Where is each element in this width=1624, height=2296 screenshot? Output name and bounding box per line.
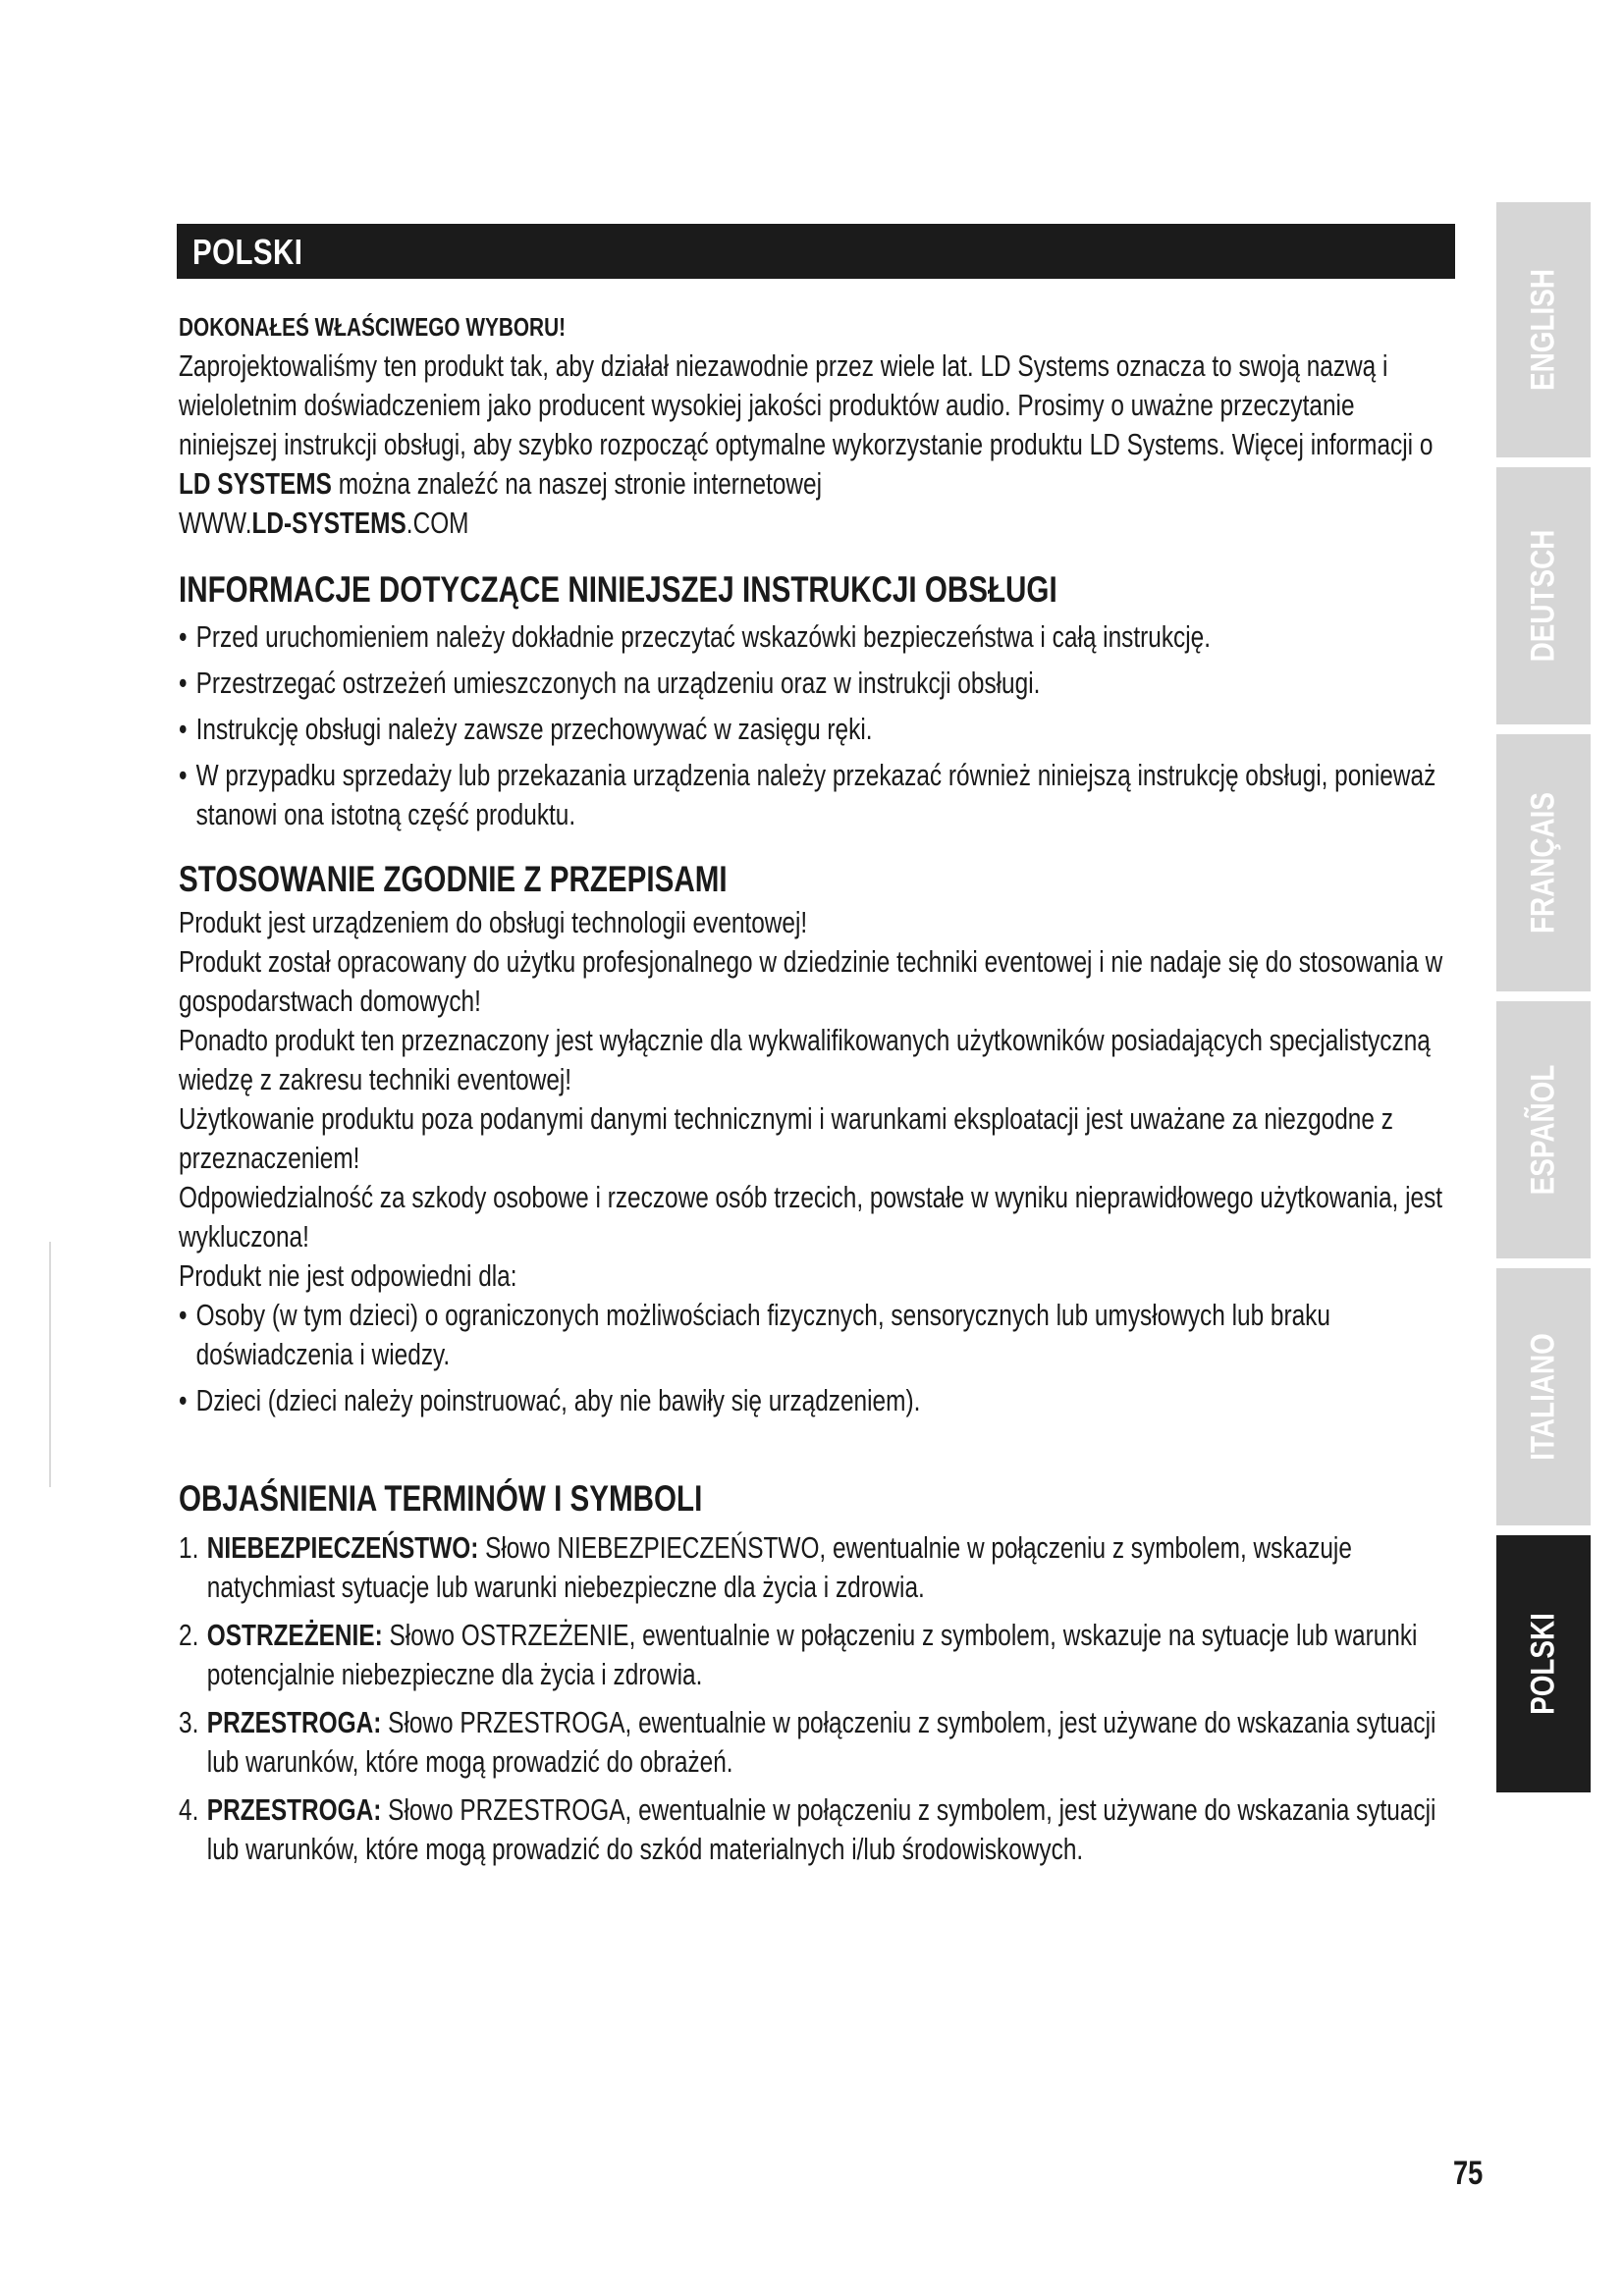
term-label: OSTRZEŻENIE:: [206, 1619, 383, 1652]
tab-deutsch[interactable]: [1496, 467, 1591, 724]
tab-italiano[interactable]: [1496, 1268, 1591, 1525]
info-list: [179, 617, 1455, 834]
list-item: • Osoby (w tym dzieci) o ograniczonych możliwościach fizycznych, sensorycznych lub umysłowych lub braku doświadczenia i wiedzy.: [179, 1296, 1455, 1374]
term-label: NIEBEZPIECZEŃSTWO:: [206, 1531, 479, 1565]
term-text: Słowo OSTRZEŻENIE, ewentualnie w połączeniu z symbolem, wskazuje na sytuacje lub warunki potencjalnie niebezpieczne dla życia i zdrowia.: [206, 1619, 1418, 1691]
list-item: [179, 1703, 1455, 1782]
use-list: [179, 1296, 1455, 1420]
tab-label: ITALIANO: [1524, 1333, 1562, 1461]
term-text: Słowo NIEBEZPIECZEŃSTWO, ewentualnie w połączeniu z symbolem, wskazuje natychmiast sytuacje lub warunki niebezpieczne dla życia i zdrowia.: [206, 1531, 1352, 1604]
list-item: [179, 1528, 1455, 1607]
list-item: [179, 1790, 1455, 1869]
list-item: • Przestrzegać ostrzeżeń umieszczonych na urządzeniu oraz w instrukcji obsługi.: [179, 664, 1455, 703]
intro-brand: LD SYSTEMS: [179, 467, 332, 501]
term-text: Słowo PRZESTROGA, ewentualnie w połączeniu z symbolem, jest używane do wskazania sytuacji lub warunków, które mogą prowadzić do szkód materialnych i/lub środowiskowych.: [206, 1793, 1436, 1866]
terms-list: [179, 1528, 1455, 1869]
use-paragraph: Produkt nie jest odpowiedni dla:: [179, 1259, 517, 1293]
intro-text-1: Zaprojektowaliśmy ten produkt tak, aby działał niezawodnie przez wiele lat. LD Systems oznacza to swoją nazwą i wieloletnim doświadczeniem jako producent wysokiej jakości produktów audio. Prosimy o uważne przeczytanie niniejszej instrukcji obsługi, aby szybko rozpocząć optymalne wykorzystanie produktu LD Systems. Więcej informacji o: [179, 349, 1434, 461]
info-section: [179, 566, 1455, 834]
list-item: • W przypadku sprzedaży lub przekazania urządzenia należy przekazać również niniejszą instrukcję obsługi, ponieważ stanowi ona istotną część produktu.: [179, 756, 1455, 834]
intro-section: [179, 312, 1455, 543]
terms-section: [179, 1475, 1455, 1869]
use-paragraph: Użytkowanie produktu poza podanymi danymi technicznymi i warunkami eksploatacji jest uważane za niezgodne z przeznaczeniem!: [179, 1102, 1393, 1175]
tab-label: ESPAÑOL: [1524, 1064, 1562, 1196]
language-banner: [177, 224, 1455, 279]
language-title: POLSKI: [192, 232, 303, 272]
item-number: 4.: [179, 1793, 199, 1827]
item-number: 2.: [179, 1619, 199, 1652]
use-section-title: STOSOWANIE ZGODNIE Z PRZEPISAMI: [179, 859, 728, 899]
tab-label: DEUTSCH: [1524, 529, 1562, 663]
list-item: [179, 1616, 1455, 1694]
term-label: PRZESTROGA:: [206, 1793, 382, 1827]
tab-english[interactable]: [1496, 202, 1591, 457]
list-item: • Instrukcję obsługi należy zawsze przechowywać w zasięgu ręki.: [179, 710, 1455, 749]
url-brand: LD-SYSTEMS: [251, 507, 406, 540]
url-prefix: WWW.: [179, 507, 252, 540]
use-paragraph: Odpowiedzialność za szkody osobowe i rzeczowe osób trzecich, powstałe w wyniku nieprawidłowego użytkowania, jest wykluczona!: [179, 1181, 1443, 1254]
list-item: • Dzieci (dzieci należy poinstruować, aby nie bawiły się urządzeniem).: [179, 1381, 1455, 1420]
terms-section-title: OBJAŚNIENIA TERMINÓW I SYMBOLI: [179, 1478, 703, 1519]
intro-text-2: można znaleźć na naszej stronie internetowej: [331, 467, 823, 501]
item-number: 3.: [179, 1706, 199, 1739]
use-paragraph: Produkt jest urządzeniem do obsługi technologii eventowej!: [179, 906, 808, 939]
intro-title: DOKONAŁEŚ WŁAŚCIWEGO WYBORU!: [179, 312, 567, 342]
tab-polski[interactable]: [1496, 1535, 1591, 1792]
tab-label: FRANÇAIS: [1524, 791, 1562, 934]
tab-label: POLSKI: [1524, 1613, 1562, 1715]
main-content: [179, 312, 1455, 1878]
use-section: [179, 856, 1455, 1420]
page-edge-line: [49, 1242, 51, 1487]
use-paragraph: Produkt został opracowany do użytku profesjonalnego w dziedzinie techniki eventowej i nie nadaje się do stosowania w gospodarstwach domowych!: [179, 945, 1443, 1018]
use-paragraph: Ponadto produkt ten przeznaczony jest wyłącznie dla wykwalifikowanych użytkowników posiadających specjalistyczną wiedzę z zakresu techniki eventowej!: [179, 1024, 1431, 1096]
info-section-title: INFORMACJE DOTYCZĄCE NINIEJSZEJ INSTRUKCJI OBSŁUGI: [179, 569, 1057, 610]
page-number: 75: [1453, 2155, 1484, 2192]
tab-espanol[interactable]: [1496, 1001, 1591, 1258]
url-suffix: .COM: [406, 507, 469, 540]
list-item: • Przed uruchomieniem należy dokładnie przeczytać wskazówki bezpieczeństwa i całą instrukcję.: [179, 617, 1455, 657]
intro-paragraph: [179, 347, 1455, 543]
term-label: PRZESTROGA:: [206, 1706, 382, 1739]
tab-label: ENGLISH: [1524, 269, 1562, 391]
text-column: [179, 312, 1455, 1869]
term-text: Słowo PRZESTROGA, ewentualnie w połączeniu z symbolem, jest używane do wskazania sytuacji lub warunków, które mogą prowadzić do obrażeń.: [206, 1706, 1436, 1779]
item-number: 1.: [179, 1531, 199, 1565]
tab-francais[interactable]: [1496, 734, 1591, 991]
